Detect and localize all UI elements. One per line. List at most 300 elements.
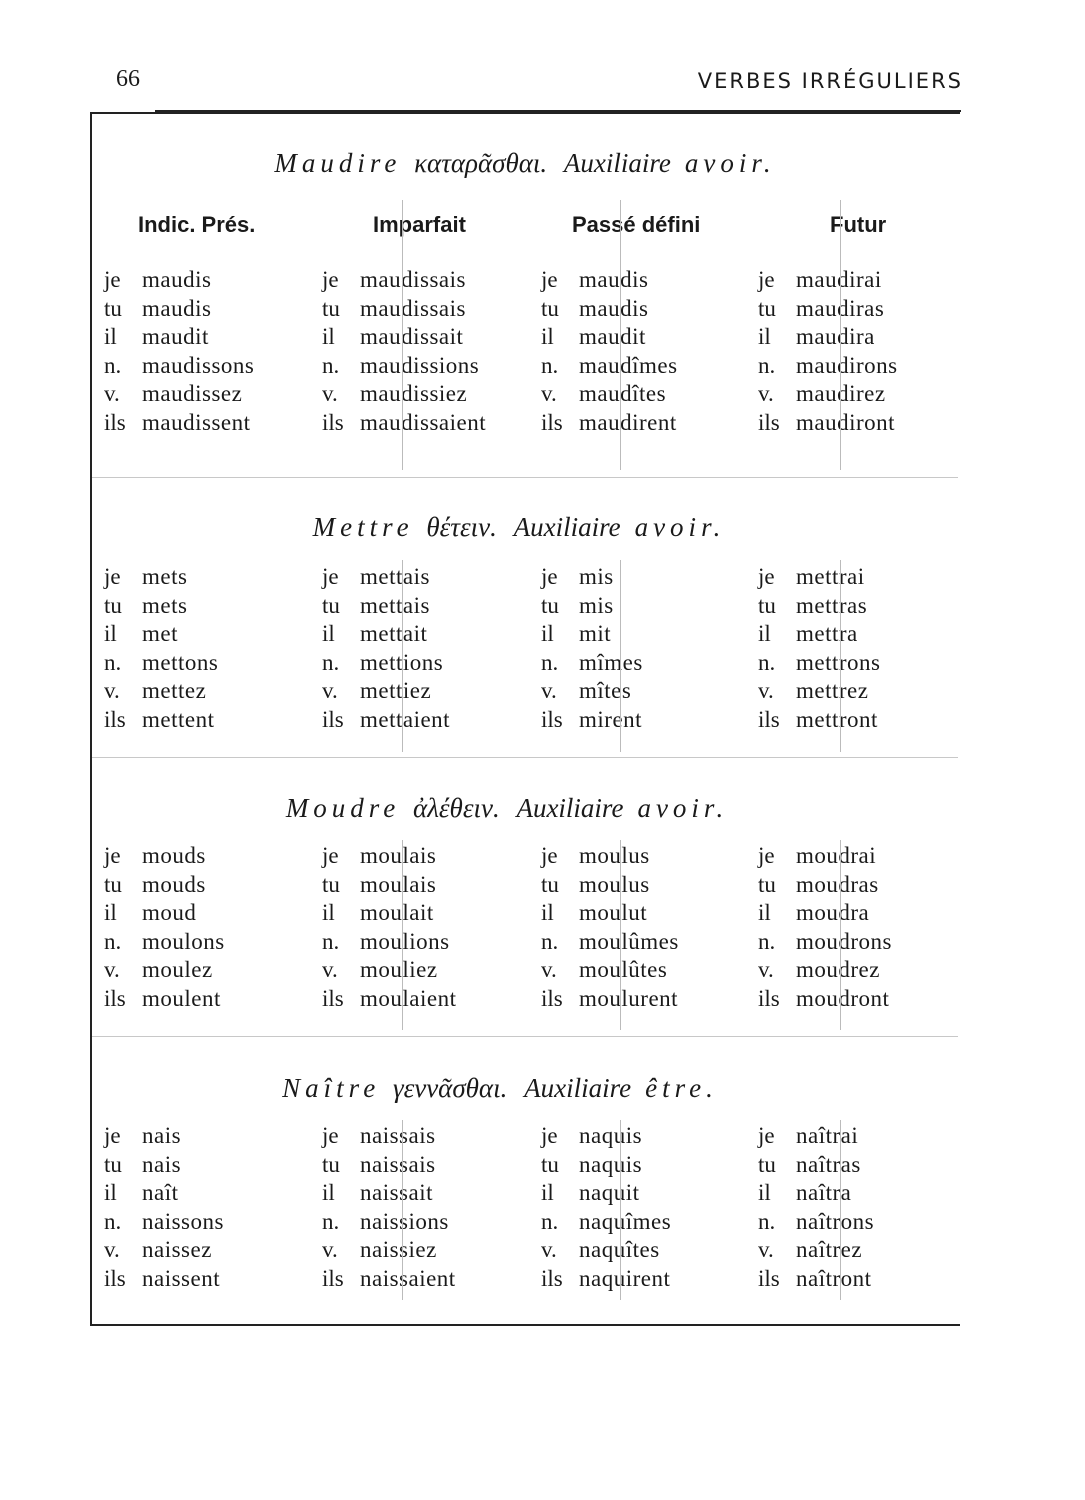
verb-form: naissais [360, 1151, 436, 1177]
verb-form: mettait [360, 621, 428, 646]
verb-form: moudrez [796, 957, 880, 982]
conjugation-column [104, 266, 254, 437]
conjugation-column [322, 266, 486, 437]
conjugation-row [104, 928, 225, 957]
conjugation-column [541, 842, 679, 1013]
pronoun: je [758, 843, 775, 868]
conjugation-row [541, 899, 679, 928]
verb-form: naîtrons [796, 1208, 875, 1234]
pronoun: je [104, 564, 121, 589]
pronoun: il [541, 324, 554, 349]
pronoun: il [104, 621, 117, 646]
conjugation-row [758, 649, 881, 678]
verb-form: naquîtes [579, 1237, 660, 1262]
conjugation-row [541, 352, 678, 381]
pronoun: je [541, 267, 558, 292]
verb-form: mets [142, 564, 188, 589]
conjugation-row [758, 1122, 874, 1151]
pronoun: il [322, 324, 335, 349]
verb-form: moudras [796, 871, 879, 897]
verb-form: moulus [579, 843, 650, 868]
verb-title [92, 148, 958, 179]
verb-form: naissaient [360, 1265, 456, 1291]
verb-form: moulûmes [579, 928, 679, 954]
conjugation-column [541, 563, 643, 734]
verb-form: naquirent [579, 1265, 671, 1291]
verb-form: maudiras [796, 295, 885, 321]
conjugation-row [322, 985, 456, 1014]
conjugation-row [322, 706, 450, 735]
verb-form: naissais [360, 1123, 436, 1148]
pronoun: tu [758, 295, 776, 321]
verb-form: moulûtes [579, 957, 668, 982]
conjugation-row [758, 380, 898, 409]
pronoun: je [541, 564, 558, 589]
conjugation-row [104, 985, 225, 1014]
verb-form: naîtras [796, 1151, 861, 1177]
conjugation-row [322, 620, 450, 649]
auxiliary-label: Auxiliaire [516, 793, 624, 823]
pronoun: je [322, 564, 339, 589]
pronoun: je [758, 1123, 775, 1148]
conjugation-row [541, 563, 643, 592]
conjugation-column [104, 1122, 224, 1293]
verb-form: moudra [796, 900, 870, 925]
verb-form: maudissions [360, 352, 480, 378]
pronoun: ils [104, 409, 126, 435]
verb-form: maudîmes [579, 352, 678, 378]
conjugation-row [104, 1151, 224, 1180]
conjugation-row [541, 649, 643, 678]
verb-title [67, 1073, 933, 1104]
column-separator [840, 1120, 841, 1300]
conjugation-row [541, 1236, 671, 1265]
pronoun: v. [758, 1237, 774, 1262]
pronoun: n. [541, 928, 559, 954]
pronoun: tu [322, 1151, 340, 1177]
pronoun: je [758, 564, 775, 589]
verb-form: maudis [142, 267, 212, 292]
verb-form: naîtrez [796, 1237, 863, 1262]
pronoun: tu [758, 592, 776, 618]
pronoun: tu [758, 871, 776, 897]
pronoun: v. [104, 678, 120, 703]
conjugation-row [758, 871, 892, 900]
conjugation-row [541, 1122, 671, 1151]
verb-form: maudirez [796, 381, 886, 406]
pronoun: il [322, 621, 335, 646]
pronoun: tu [322, 295, 340, 321]
pronoun: v. [541, 957, 557, 982]
pronoun: il [104, 900, 117, 925]
conjugation-row [758, 899, 892, 928]
conjugation-row [541, 409, 678, 438]
verb-form: naissent [142, 1265, 221, 1291]
verb-form: mettrez [796, 678, 869, 703]
pronoun: il [322, 900, 335, 925]
conjugation-row [104, 563, 218, 592]
verb-form: moudront [796, 985, 890, 1011]
pronoun: n. [104, 928, 122, 954]
conjugation-column [322, 842, 456, 1013]
pronoun: ils [104, 706, 126, 732]
verb-form: moudrons [796, 928, 892, 954]
pronoun: je [322, 843, 339, 868]
conjugation-row [322, 380, 486, 409]
verb-form: moulent [142, 985, 221, 1011]
pronoun: v. [541, 381, 557, 406]
conjugation-row [758, 620, 881, 649]
pronoun: v. [322, 1237, 338, 1262]
pronoun: je [104, 267, 121, 292]
verb-form: maudissez [142, 381, 243, 406]
pronoun: v. [322, 957, 338, 982]
verb-form: moulez [142, 957, 213, 982]
conjugation-row [758, 592, 881, 621]
verb-form: maudîtes [579, 381, 667, 406]
verb-form: naquis [579, 1123, 643, 1148]
conjugation-row [758, 1236, 874, 1265]
conjugation-row [758, 1265, 874, 1294]
verb-form: moud [142, 900, 197, 925]
conjugation-row [758, 563, 881, 592]
verb-form: mettrai [796, 564, 865, 589]
frame-top-rule [155, 110, 961, 112]
verb-form: naîtrai [796, 1123, 859, 1148]
pronoun: je [322, 267, 339, 292]
conjugation-row [541, 592, 643, 621]
conjugation-row [104, 1265, 224, 1294]
column-separator [620, 560, 621, 752]
conjugation-row [104, 352, 254, 381]
conjugation-row [541, 620, 643, 649]
conjugation-row [104, 956, 225, 985]
verb-form: moulaient [360, 985, 457, 1011]
auxiliary-label: Auxiliaire [513, 512, 621, 542]
conjugation-row [104, 323, 254, 352]
conjugation-row [322, 295, 486, 324]
pronoun: v. [758, 957, 774, 982]
conjugation-row [322, 1179, 456, 1208]
verb-form: maudis [579, 267, 649, 292]
running-title: VERBES IRRÉGULIERS [697, 69, 963, 93]
verb-form: maudissait [360, 324, 464, 349]
verb-infinitive: Moudre [285, 793, 401, 823]
verb-form: naquîmes [579, 1208, 672, 1234]
pronoun: tu [104, 1151, 122, 1177]
pronoun: v. [322, 678, 338, 703]
pronoun: n. [758, 1208, 776, 1234]
conjugation-row [104, 842, 225, 871]
conjugation-row [322, 323, 486, 352]
column-separator [620, 1120, 621, 1300]
conjugation-column [758, 266, 898, 437]
auxiliary-verb: être. [645, 1073, 718, 1103]
conjugation-row [104, 380, 254, 409]
verb-form: naissiez [360, 1237, 437, 1262]
column-header-future: Futur [830, 212, 887, 237]
conjugation-row [322, 677, 450, 706]
verb-form: mouds [142, 871, 206, 897]
conjugation-row [104, 1208, 224, 1237]
verb-form: mîtes [579, 678, 632, 703]
verb-form: moulait [360, 900, 434, 925]
conjugation-row [104, 266, 254, 295]
conjugation-row [322, 1208, 456, 1237]
pronoun: tu [104, 295, 122, 321]
verb-form: moulons [142, 928, 225, 954]
pronoun: ils [104, 985, 126, 1011]
conjugation-row [758, 323, 898, 352]
column-header-present: Indic. Prés. [138, 212, 256, 237]
verb-greek-translation: ἀλέθειν. [406, 793, 507, 823]
pronoun: n. [758, 649, 776, 675]
conjugation-row [104, 899, 225, 928]
verb-form: naquit [579, 1180, 640, 1205]
verb-form: moudrai [796, 843, 877, 868]
conjugation-column [758, 563, 881, 734]
auxiliary-verb: avoir. [634, 512, 726, 542]
pronoun: ils [541, 409, 563, 435]
conjugation-column [104, 842, 225, 1013]
conjugation-column [104, 563, 218, 734]
verb-form: maudirai [796, 267, 882, 292]
pronoun: n. [541, 352, 559, 378]
conjugation-row [541, 380, 678, 409]
verb-form: moulais [360, 843, 437, 868]
verb-form: mettons [142, 649, 219, 675]
conjugation-row [322, 352, 486, 381]
pronoun: tu [541, 1151, 559, 1177]
pronoun: tu [541, 592, 559, 618]
pronoun: n. [322, 928, 340, 954]
pronoun: ils [541, 706, 563, 732]
pronoun: v. [322, 381, 338, 406]
conjugation-row [541, 928, 679, 957]
verb-form: maudissons [142, 352, 255, 378]
verb-form: met [142, 621, 178, 646]
verb-form: naissons [142, 1208, 224, 1234]
conjugation-row [541, 956, 679, 985]
section-divider [92, 757, 958, 758]
conjugation-row [322, 842, 456, 871]
column-header-past-definite: Passé défini [572, 212, 701, 237]
conjugation-row [541, 323, 678, 352]
conjugation-row [322, 956, 456, 985]
verb-form: mis [579, 564, 614, 589]
verb-form: mets [142, 592, 188, 618]
pronoun: n. [104, 649, 122, 675]
conjugation-row [758, 677, 881, 706]
section-divider [92, 1036, 958, 1037]
conjugation-column [322, 563, 450, 734]
conjugation-row [541, 295, 678, 324]
column-separator [402, 840, 403, 1030]
conjugation-row [541, 985, 679, 1014]
pronoun: n. [104, 1208, 122, 1234]
conjugation-row [541, 677, 643, 706]
verb-form: maudissaient [360, 409, 487, 435]
pronoun: ils [322, 706, 344, 732]
verb-greek-translation: καταρᾶσθαι. [407, 148, 554, 178]
pronoun: v. [104, 957, 120, 982]
verb-form: mîmes [579, 649, 643, 675]
pronoun: v. [758, 678, 774, 703]
conjugation-row [758, 409, 898, 438]
conjugation-row [541, 1151, 671, 1180]
conjugation-row [322, 1122, 456, 1151]
verb-form: mouliez [360, 957, 438, 982]
pronoun: n. [758, 352, 776, 378]
conjugation-row [541, 871, 679, 900]
verb-infinitive: Maudire [274, 148, 402, 178]
verb-greek-translation: γεννᾶσθαι. [386, 1073, 515, 1103]
verb-form: maudissiez [360, 381, 468, 406]
pronoun: tu [758, 1151, 776, 1177]
verb-form: naîtront [796, 1265, 872, 1291]
column-separator [840, 840, 841, 1030]
conjugation-row [322, 928, 456, 957]
pronoun: je [541, 843, 558, 868]
verb-form: mirent [579, 706, 643, 732]
pronoun: ils [322, 985, 344, 1011]
verb-form: mouds [142, 843, 206, 868]
verb-form: maudirons [796, 352, 898, 378]
conjugation-row [758, 985, 892, 1014]
pronoun: n. [322, 352, 340, 378]
verb-infinitive: Naître [282, 1073, 381, 1103]
conjugation-row [322, 871, 456, 900]
verb-form: mettions [360, 649, 444, 675]
verb-form: moulais [360, 871, 437, 897]
verb-form: maudira [796, 324, 875, 349]
conjugation-row [104, 1122, 224, 1151]
pronoun: il [758, 900, 771, 925]
verb-form: mettrons [796, 649, 881, 675]
verb-form: maudirent [579, 409, 677, 435]
conjugation-row [322, 1151, 456, 1180]
conjugation-row [758, 706, 881, 735]
pronoun: n. [104, 352, 122, 378]
verb-title [86, 512, 952, 543]
conjugation-row [322, 409, 486, 438]
conjugation-row [758, 1208, 874, 1237]
column-separator [840, 560, 841, 752]
pronoun: tu [104, 871, 122, 897]
pronoun: tu [322, 871, 340, 897]
auxiliary-label: Auxiliaire [524, 1073, 632, 1103]
pronoun: il [541, 900, 554, 925]
column-header-imperfect: Imparfait [373, 212, 466, 237]
verb-form: maudiront [796, 409, 896, 435]
verb-form: naîtra [796, 1180, 852, 1205]
pronoun: ils [322, 1265, 344, 1291]
verb-form: mettront [796, 706, 878, 732]
page-number: 66 [116, 66, 140, 92]
pronoun: il [758, 1180, 771, 1205]
verb-greek-translation: θέτειν. [419, 512, 504, 542]
verb-form: naissez [142, 1237, 212, 1262]
auxiliary-verb: avoir. [684, 148, 776, 178]
verb-form: moulions [360, 928, 450, 954]
conjugation-row [758, 1179, 874, 1208]
column-separator [402, 200, 403, 470]
conjugation-column [541, 1122, 671, 1293]
conjugation-column [541, 266, 678, 437]
conjugation-row [541, 706, 643, 735]
conjugation-row [758, 266, 898, 295]
verb-infinitive: Mettre [312, 512, 414, 542]
pronoun: n. [541, 649, 559, 675]
conjugation-row [322, 563, 450, 592]
column-separator [620, 200, 621, 470]
verb-form: maudis [579, 295, 649, 321]
conjugation-column [322, 1122, 456, 1293]
conjugation-row [104, 592, 218, 621]
pronoun: v. [541, 678, 557, 703]
conjugation-row [104, 706, 218, 735]
conjugation-column [758, 842, 892, 1013]
pronoun: je [322, 1123, 339, 1148]
conjugation-row [104, 871, 225, 900]
pronoun: ils [541, 1265, 563, 1291]
column-separator [402, 1120, 403, 1300]
pronoun: n. [322, 1208, 340, 1234]
conjugation-row [104, 649, 218, 678]
pronoun: il [758, 621, 771, 646]
pronoun: je [758, 267, 775, 292]
pronoun: il [758, 324, 771, 349]
pronoun: tu [104, 592, 122, 618]
verb-form: mettra [796, 621, 858, 646]
verb-form: maudissais [360, 295, 466, 321]
conjugation-row [541, 1179, 671, 1208]
conjugation-row [322, 592, 450, 621]
verb-form: naquis [579, 1151, 643, 1177]
conjugation-column [758, 1122, 874, 1293]
verb-form: naît [142, 1180, 179, 1205]
verb-form: mettais [360, 564, 430, 589]
column-separator [620, 840, 621, 1030]
verb-form: moulurent [579, 985, 679, 1011]
verb-form: nais [142, 1123, 182, 1148]
conjugation-row [541, 1265, 671, 1294]
verb-form: naissait [360, 1180, 433, 1205]
conjugation-row [322, 266, 486, 295]
pronoun: il [322, 1180, 335, 1205]
verb-form: naissions [360, 1208, 449, 1234]
verb-form: mit [579, 621, 612, 646]
verb-form: mettras [796, 592, 868, 618]
verb-form: maudit [579, 324, 646, 349]
pronoun: v. [104, 381, 120, 406]
conjugation-row [541, 1208, 671, 1237]
verb-form: mettent [142, 706, 215, 732]
verb-form: mettiez [360, 678, 432, 703]
pronoun: v. [104, 1237, 120, 1262]
pronoun: je [104, 843, 121, 868]
verb-form: mettaient [360, 706, 451, 732]
pronoun: tu [322, 592, 340, 618]
pronoun: ils [758, 706, 780, 732]
pronoun: je [104, 1123, 121, 1148]
verb-form: nais [142, 1151, 182, 1177]
pronoun: il [541, 1180, 554, 1205]
pronoun: je [541, 1123, 558, 1148]
verb-form: moulut [579, 900, 648, 925]
pronoun: ils [758, 1265, 780, 1291]
conjugation-row [322, 1236, 456, 1265]
